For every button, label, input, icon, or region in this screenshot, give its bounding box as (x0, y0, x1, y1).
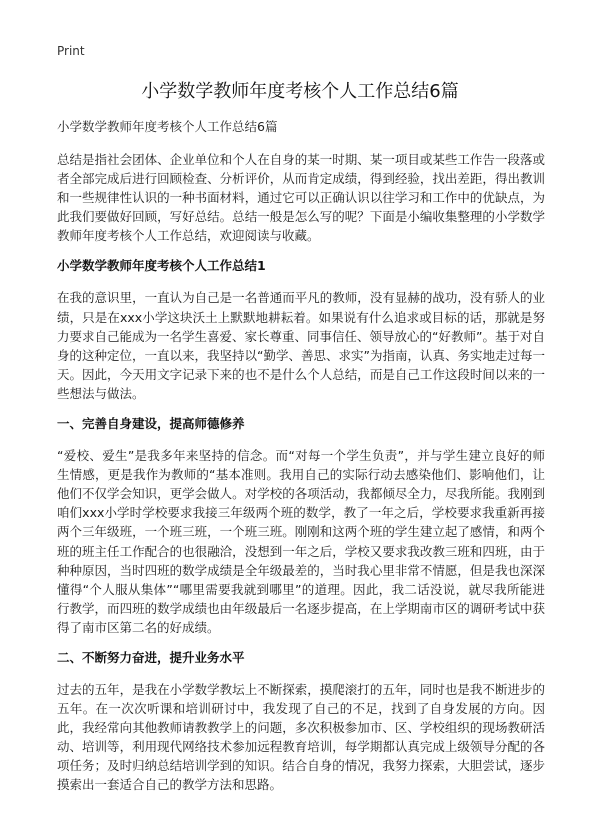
section-heading-1: 小学数学教师年度考核个人工作总结1 (57, 258, 266, 274)
document-body (57, 118, 545, 807)
print-label[interactable]: Print (57, 44, 85, 58)
subheading-one: 一、完善自身建设，提高师德修养 (57, 416, 245, 432)
paragraph-one: “爱校、爱生”是我多年来坚持的信念。而“对每一个学生负责”，并与学生建立良好的师生情感，更是我作为教师的“基本准则。我用自己的实际行动去感染他们、影响他们，让他们不仅学会知识，更学会做人。对学校的各项活动，我都倾尽全力，尽我所能。我刚到咱们xxx小学时学校要求我接三年级两个班的数学，教了一年之后，学校要求我重新再接两个三年级班，一个班三班，一个班三班。刚刚和这两个班的学生建立起了感情，和两个班的班主任工作配合的也很融洽，没想到一年之后，学校又要求我改教三班和四班，由于种种原因，当时四班的数学成绩是全年级最差的，当时我心里非常不情愿，但是我也深深懂得“个人服从集体”“哪里需要我就到哪里”的道理。因此，我二话没说，就尽我所能进行教学，而四班的数学成绩也由年级最后一名逐步提高，在上学期南市区的调研考试中获得了南市区第二名的好成绩。 (57, 448, 545, 635)
document-subtitle: 小学数学教师年度考核个人工作总结6篇 (57, 119, 278, 134)
subheading-two: 二、不断努力奋进，提升业务水平 (57, 649, 245, 665)
section-1-paragraph: 在我的意识里，一直认为自己是一名普通而平凡的教师，没有显赫的战功，没有骄人的业绩，只是在xxx小学这块沃土上默默地耕耘着。如果说有什么追求或目标的话，那就是努力要求自己能成为一名学生喜爱、家长尊重、同事信任、领导放心的“好教师”。基于对自身的这种定位，一直以来，我坚持以“勤学、善思、求实”为指南，认真、务实地走过每一天。因此，今天用文字记录下来的也不是什么个人总结，而是自己工作这段时间以来的一些想法与做法。 (57, 290, 545, 401)
intro-paragraph: 总结是指社会团体、企业单位和个人在自身的某一时期、某一项目或某些工作告一段落或者全部完成后进行回顾检查、分析评价，从而肯定成绩，得到经验，找出差距，得出教训和一些规律性认识的一种书面材料，通过它可以正确认识以往学习和工作中的优缺点，为此我们要做好回顾，写好总结。总结一般是怎么写的呢？下面是小编收集整理的小学数学教师年度考核个人工作总结，欢迎阅读与收藏。 (57, 152, 545, 244)
paragraph-two: 过去的五年，是我在小学数学教坛上不断探索，摸爬滚打的五年，同时也是我不断进步的五年。在一次次听课和培训研讨中，我发现了自己的不足，找到了自身发展的方向。因此，我经常向其他教师请教教学上的问题，多次积极参加市、区、学校组织的现场教研活动、培训等，利用现代网络技术参加远程教育培训，每学期都认真完成上级领导分配的各项任务；及时归纳总结培训学到的知识。结合自身的情况，我努力探索，大胆尝试，逐步摸索出一套适合自己的教学方法和思路。 (57, 681, 545, 793)
document-title: 小学数学教师年度考核个人工作总结6篇 (141, 81, 459, 102)
